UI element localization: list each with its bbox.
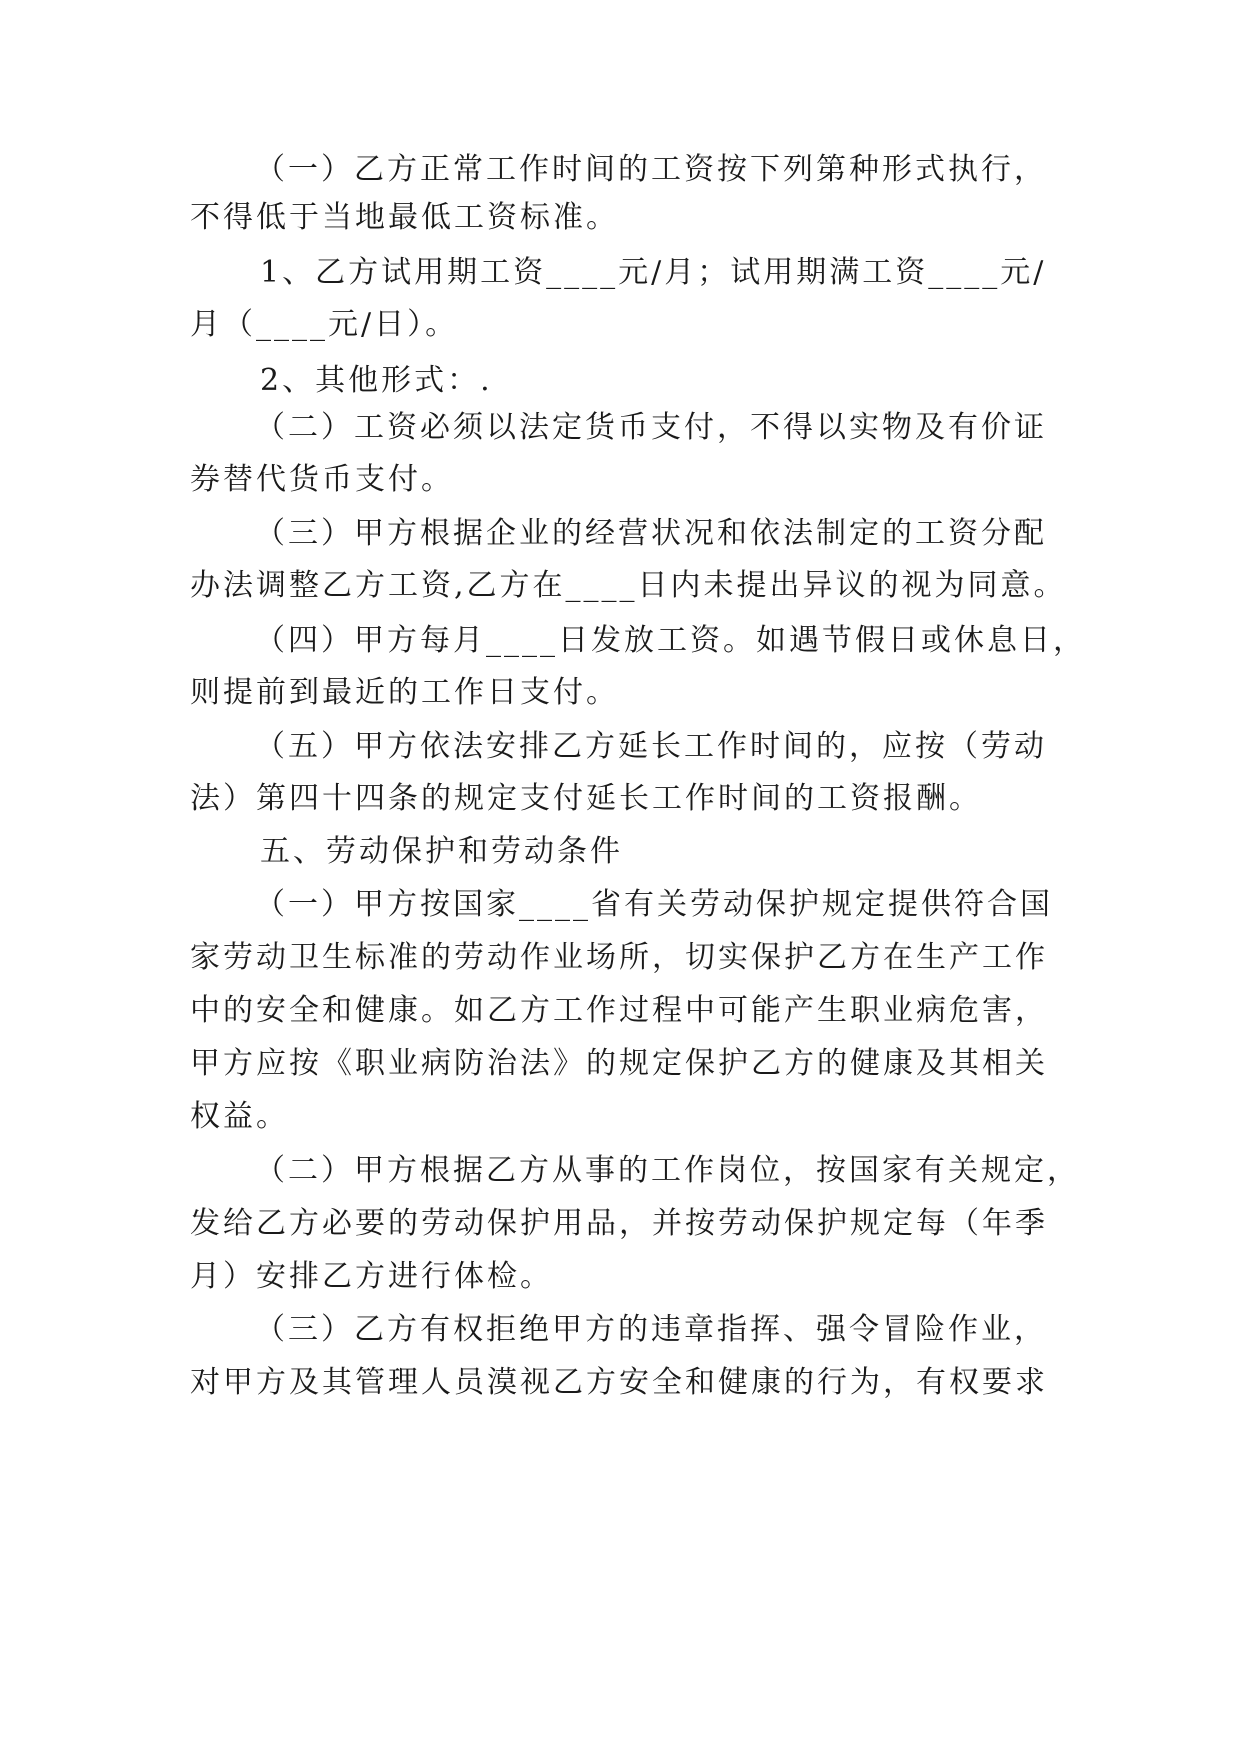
paragraph-line: 办法调整乙方工资,乙方在____日内未提出异议的视为同意。 bbox=[190, 568, 1067, 603]
paragraph-line: 对甲方及其管理人员漠视乙方安全和健康的行为，有权要求 bbox=[190, 1365, 1048, 1400]
paragraph-line: 不得低于当地最低工资标准。 bbox=[190, 200, 619, 235]
paragraph-line: （三）甲方根据企业的经营状况和依法制定的工资分配 bbox=[255, 516, 1047, 551]
paragraph-line: （三）乙方有权拒绝甲方的违章指挥、强令冒险作业， bbox=[255, 1312, 1047, 1347]
paragraph-line: 中的安全和健康。如乙方工作过程中可能产生职业病危害， bbox=[190, 993, 1048, 1028]
paragraph-line: 2、其他形式：. bbox=[260, 363, 493, 398]
paragraph-line: 月）安排乙方进行体检。 bbox=[190, 1259, 553, 1294]
paragraph-line: 发给乙方必要的劳动保护用品，并按劳动保护规定每（年季 bbox=[190, 1206, 1048, 1241]
paragraph-line: （一）甲方按国家____省有关劳动保护规定提供符合国 bbox=[255, 887, 1053, 922]
paragraph-line: 1、乙方试用期工资____元/月；试用期满工资____元/ bbox=[260, 255, 1047, 290]
paragraph-line: （四）甲方每月____日发放工资。如遇节假日或休息日， bbox=[255, 623, 1086, 658]
paragraph-line: 月（____元/日）。 bbox=[190, 307, 459, 342]
paragraph-line: 券替代货币支付。 bbox=[190, 462, 454, 497]
paragraph-line: （二）甲方根据乙方从事的工作岗位，按国家有关规定， bbox=[255, 1153, 1080, 1188]
paragraph-line: 甲方应按《职业病防治法》的规定保护乙方的健康及其相关 bbox=[190, 1046, 1048, 1081]
paragraph-line: （五）甲方依法安排乙方延长工作时间的，应按（劳动 bbox=[255, 729, 1047, 764]
paragraph-line: 权益。 bbox=[190, 1099, 289, 1134]
paragraph-line: 家劳动卫生标准的劳动作业场所，切实保护乙方在生产工作 bbox=[190, 940, 1048, 975]
paragraph-line: 法）第四十四条的规定支付延长工作时间的工资报酬。 bbox=[190, 781, 982, 816]
paragraph-line: （二）工资必须以法定货币支付，不得以实物及有价证 bbox=[255, 410, 1047, 445]
section-heading: 五、劳动保护和劳动条件 bbox=[260, 834, 623, 869]
paragraph-line: （一）乙方正常工作时间的工资按下列第种形式执行， bbox=[255, 152, 1047, 187]
paragraph-line: 则提前到最近的工作日支付。 bbox=[190, 675, 619, 710]
